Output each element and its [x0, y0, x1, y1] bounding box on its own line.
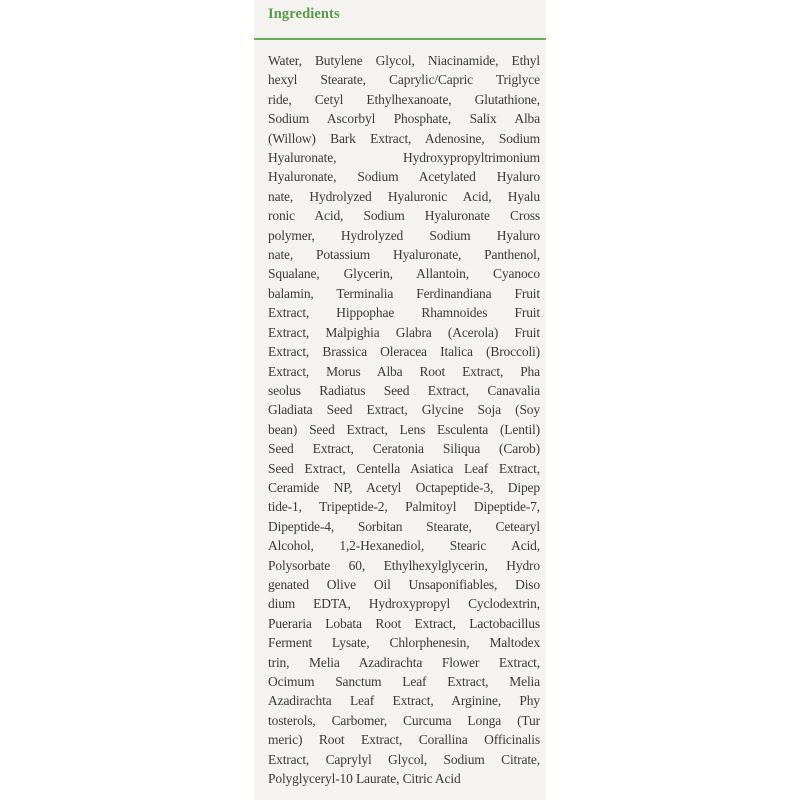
- ingredient-line: Azadirachta Leaf Extract, Arginine, Phy: [268, 693, 540, 709]
- ingredient-line: ride, Cetyl Ethylhexanoate, Glutathione,: [268, 91, 540, 107]
- ingredient-line: Gladiata Seed Extract, Glycine Soja (Soy: [268, 402, 540, 418]
- ingredient-line: Water, Butylene Glycol, Niacinamide, Ethyl: [268, 53, 540, 68]
- ingredient-line: Extract, Caprylyl Glycol, Sodium Citrate,: [268, 751, 540, 767]
- ingredient-line: Ocimum Sanctum Leaf Extract, Melia: [268, 674, 540, 689]
- ingredient-line: ronic Acid, Sodium Hyaluronate Cross: [268, 208, 540, 224]
- ingredient-line: hexyl Stearate, Caprylic/Capric Triglyce: [268, 72, 540, 88]
- ingredient-line: Extract, Brassica Oleracea Italica (Broccoli): [268, 344, 540, 360]
- ingredient-line: balamin, Terminalia Ferdinandiana Fruit: [268, 285, 540, 301]
- ingredient-line: nate, Hydrolyzed Hyaluronic Acid, Hyalu: [268, 188, 540, 204]
- heading-divider: [254, 38, 546, 40]
- ingredient-line: Hyaluronate, Sodium Acetylated Hyaluro: [268, 169, 540, 185]
- ingredient-line: Seed Extract, Ceratonia Siliqua (Carob): [268, 441, 540, 457]
- ingredient-line: Dipeptide-4, Sorbitan Stearate, Cetearyl: [268, 518, 540, 534]
- ingredient-line: Ceramide NP, Acetyl Octapeptide-3, Dipep: [268, 479, 540, 495]
- ingredients-heading: Ingredients: [268, 6, 340, 22]
- ingredient-line: Seed Extract, Centella Asiatica Leaf Extract,: [268, 460, 540, 476]
- ingredient-line: tide-1, Tripeptide-2, Palmitoyl Dipeptide-7,: [268, 499, 540, 515]
- ingredient-line: Polyglyceryl-10 Laurate, Citric Acid: [268, 771, 461, 787]
- ingredient-line: Extract, Morus Alba Root Extract, Pha: [268, 363, 540, 379]
- ingredient-line: dium EDTA, Hydroxypropyl Cyclodextrin,: [268, 596, 540, 612]
- ingredient-line: Pueraria Lobata Root Extract, Lactobacillus: [268, 615, 540, 631]
- ingredient-line: bean) Seed Extract, Lens Esculenta (Lentil): [268, 421, 540, 437]
- ingredient-line: Hyaluronate, Hydroxypropyltrimonium: [268, 150, 540, 166]
- ingredient-line: meric) Root Extract, Corallina Officinalis: [268, 732, 540, 748]
- ingredient-line: genated Olive Oil Unsaponifiables, Diso: [268, 576, 540, 592]
- ingredient-line: polymer, Hydrolyzed Sodium Hyaluro: [268, 227, 540, 243]
- ingredient-line: trin, Melia Azadirachta Flower Extract,: [268, 654, 540, 670]
- ingredient-line: Ferment Lysate, Chlorphenesin, Maltodex: [268, 635, 540, 651]
- ingredients-list-text: [268, 51, 540, 788]
- ingredient-line: Alcohol, 1,2-Hexanediol, Stearic Acid,: [268, 538, 540, 554]
- ingredient-line: Squalane, Glycerin, Allantoin, Cyanoco: [268, 266, 540, 282]
- ingredient-line: seolus Radiatus Seed Extract, Canavalia: [268, 382, 540, 398]
- ingredient-line: Polysorbate 60, Ethylhexylglycerin, Hydro: [268, 557, 540, 573]
- ingredient-line: Extract, Malpighia Glabra (Acerola) Fruit: [268, 324, 540, 340]
- ingredient-line: (Willow) Bark Extract, Adenosine, Sodium: [268, 130, 540, 146]
- ingredient-line: Extract, Hippophae Rhamnoides Fruit: [268, 305, 540, 321]
- ingredient-line: nate, Potassium Hyaluronate, Panthenol,: [268, 247, 540, 263]
- ingredient-line: tosterols, Carbomer, Curcuma Longa (Tur: [268, 712, 540, 728]
- ingredients-label-panel: [254, 0, 546, 800]
- ingredient-line: Sodium Ascorbyl Phosphate, Salix Alba: [268, 111, 540, 127]
